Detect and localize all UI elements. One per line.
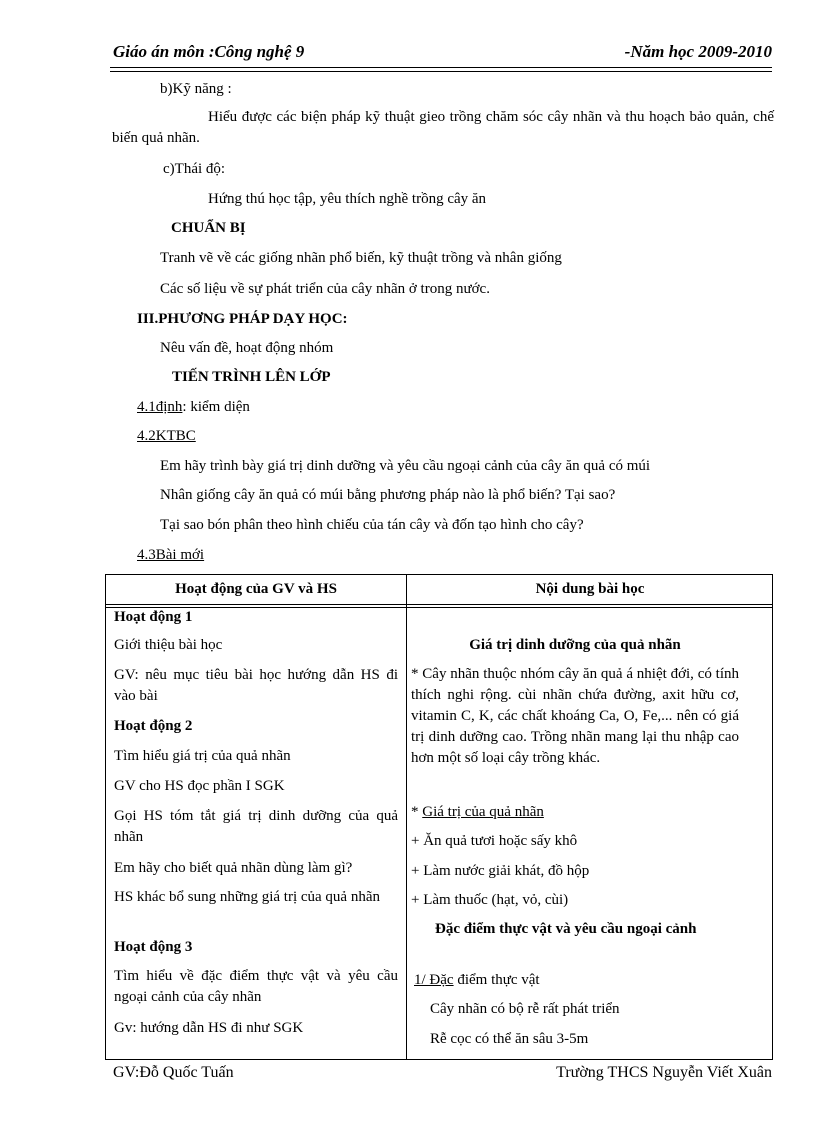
content-heading-nutrition: Giá trị dinh dưỡng của quả nhãn <box>469 637 681 653</box>
prep-item-2: Các số liệu về sự phát triển của cây nhãn ở trong nước. <box>160 281 490 297</box>
header-rule-double <box>110 71 772 72</box>
activity-1-heading: Hoạt động 1 <box>114 609 193 625</box>
method-text: Nêu vấn đề, hoạt động nhóm <box>160 340 334 356</box>
activity-line: Giới thiệu bài học <box>114 637 223 653</box>
content-line <box>414 970 742 991</box>
skills-label: b)Kỹ năng : <box>160 81 232 97</box>
content-bullet: * <box>411 804 423 820</box>
activity-line: HS khác bổ sung những giá trị của quả nhãn <box>114 889 380 905</box>
activity-line: Gọi HS tóm tắt giá trị dinh dưỡng của quả nhãn <box>114 808 398 845</box>
lesson-table <box>105 574 773 1060</box>
content-line <box>411 802 739 823</box>
header-course-title: Giáo án môn :Công nghệ 9 <box>113 42 305 61</box>
section-4-1-text: : kiểm diện <box>182 399 250 415</box>
prep-heading: CHUẨN BỊ <box>171 220 246 236</box>
content-line: Cây nhãn có bộ rễ rất phát triển <box>430 1001 620 1017</box>
process-heading: TIẾN TRÌNH LÊN LỚP <box>172 369 331 385</box>
question-3: Tại sao bón phân theo hình chiếu của tán cây và đốn tạo hình cho cây? <box>160 517 584 533</box>
question-2: Nhân giống cây ăn quả có múi bằng phương pháp nào là phổ biến? Tại sao? <box>160 487 616 503</box>
skills-text: Hiểu được các biện pháp kỹ thuật gieo trồng chăm sóc cây nhãn và thu hoạch bảo quản, chế biến quả nhãn. <box>112 109 774 146</box>
attitude-text: Hứng thú học tập, yêu thích nghề trồng cây ăn <box>208 191 487 207</box>
activity-3-heading: Hoạt động 3 <box>114 939 193 955</box>
header-rule <box>110 67 772 68</box>
section-4-3-label: 4.3Bài mới <box>137 547 205 563</box>
activity-line: Tìm hiểu về đặc điểm thực vật và yêu cầu ngoại cảnh của cây nhãn <box>114 968 398 1005</box>
activity-line: Em hãy cho biết quả nhãn dùng làm gì? <box>114 860 353 876</box>
activity-line: Tìm hiểu giá trị của quả nhãn <box>114 748 291 764</box>
method-heading: III.PHƯƠNG PHÁP DẠY HỌC: <box>137 311 348 327</box>
activity-line: GV: nêu mục tiêu bài học hướng dẫn HS đi vào bài <box>114 667 398 704</box>
attitude-label: c)Thái độ: <box>163 161 226 177</box>
table-header-rule <box>106 604 772 605</box>
content-paragraph: * Cây nhãn thuộc nhóm cây ăn quả á nhiệt đới, có tính thích nghi rộng. cùi nhãn chứa đường, axit hữu cơ, vitamin C, K, các chất khoáng Ca, O, Fe,... nên có giá trị dinh dưỡng cao. Trồng nhãn mang lại thu nhập cao hơn một số loại cây trồng khác. <box>411 666 739 766</box>
content-subheading: 1/ Đặc <box>414 972 454 988</box>
content-line: Rễ cọc có thể ăn sâu 3-5m <box>430 1031 589 1047</box>
content-line: + Làm nước giải khát, đồ hộp <box>411 863 590 879</box>
activity-2-heading: Hoạt động 2 <box>114 718 193 734</box>
table-column-divider <box>406 575 407 1059</box>
activity-line: Gv: hướng dẫn HS đi như SGK <box>114 1020 304 1036</box>
section-4-1 <box>137 397 250 417</box>
footer-teacher: GV:Đỗ Quốc Tuấn <box>113 1064 234 1081</box>
question-1: Em hãy trình bày giá trị dinh dưỡng và yêu cầu ngoại cảnh của cây ăn quả có múi <box>160 458 651 474</box>
content-heading-botany: Đặc điểm thực vật và yêu cầu ngoại cảnh <box>435 921 697 937</box>
prep-item-1: Tranh vẽ về các giống nhãn phổ biến, kỹ thuật trồng và nhân giống <box>160 250 562 266</box>
section-4-2-label: 4.2KTBC <box>137 428 196 444</box>
header-school-year: -Năm học 2009-2010 <box>624 42 772 61</box>
footer-school: Trường THCS Nguyễn Viết Xuân <box>556 1064 772 1081</box>
activity-line: GV cho HS đọc phần I SGK <box>114 778 285 794</box>
content-subheading: Giá trị của quả nhãn <box>422 804 544 820</box>
content-line: + Ăn quả tươi hoặc sấy khô <box>411 833 578 849</box>
content-line: + Làm thuốc (hạt, vỏ, cùi) <box>411 892 569 908</box>
table-header-content: Nội dung bài học <box>535 581 645 597</box>
table-header-activities: Hoạt động của GV và HS <box>175 581 337 597</box>
section-4-1-label: 4.1định <box>137 399 183 415</box>
content-subheading-rest: điểm thực vật <box>453 972 540 988</box>
